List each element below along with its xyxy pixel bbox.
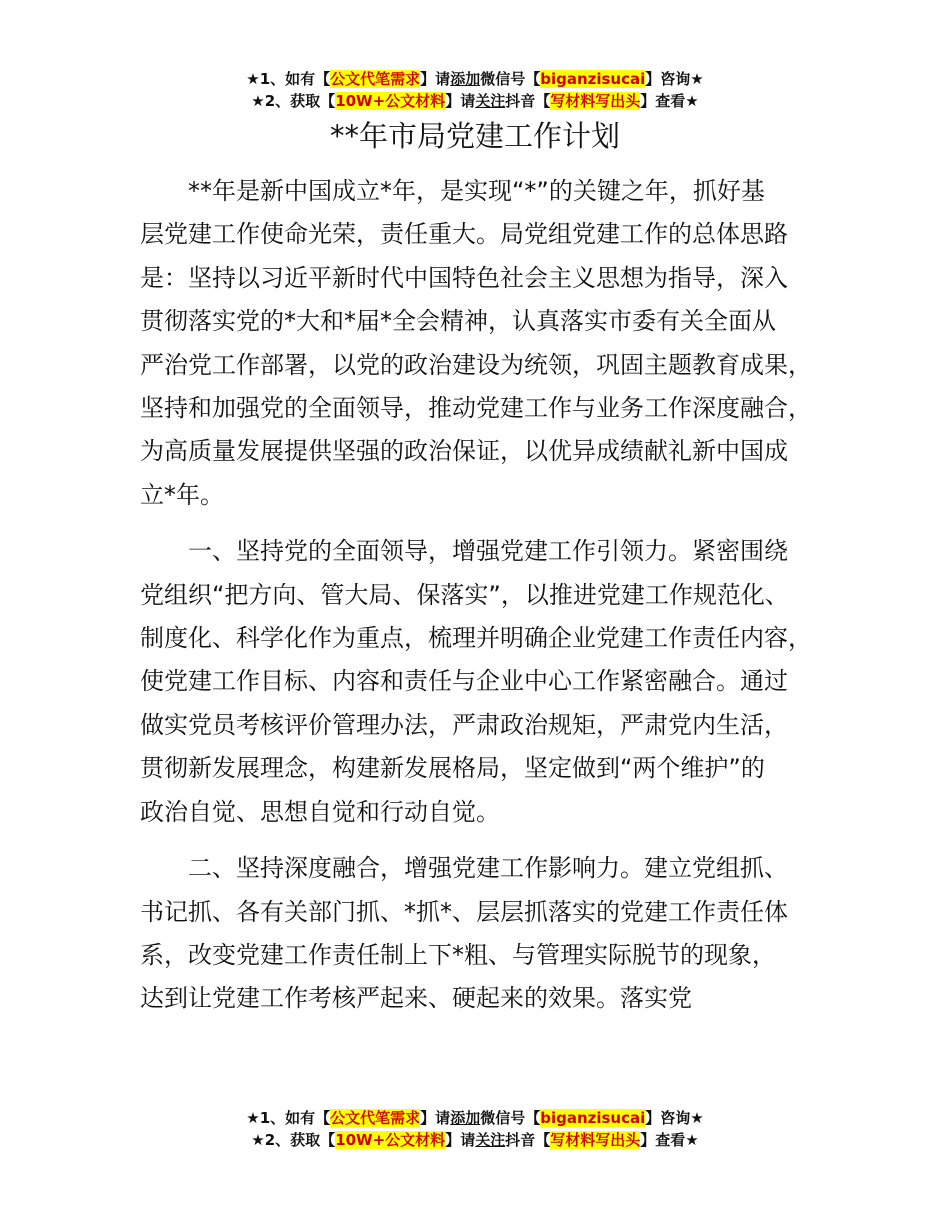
banner-line-1	[0, 68, 950, 90]
banner-text: ★1、如有【	[246, 70, 331, 88]
text-line: 系，改变党建工作责任制上下*粗、与管理实际脱节的现象，	[140, 940, 776, 969]
paragraph-1	[140, 170, 832, 517]
highlight-wechat-id: biganzisucai	[540, 1109, 646, 1127]
text-line: 立*年。	[140, 480, 224, 509]
header-banner	[0, 68, 950, 112]
footer-banner	[0, 1107, 950, 1151]
text-line: 层党建工作使命光荣，责任重大。局党组党建工作的总体思路	[140, 220, 788, 249]
highlight-ghostwriting: 公文代笔需求	[330, 1109, 421, 1127]
highlight-materials: 10W+公文材料	[335, 1131, 446, 1149]
banner-text: ★1、如有【	[246, 1109, 331, 1127]
highlight-materials: 10W+公文材料	[335, 92, 446, 110]
text-line: 制度化、科学化作为重点，梳理并明确企业党建工作责任内容，	[140, 624, 812, 653]
banner-text: 】查看★	[640, 1131, 699, 1149]
banner-text: 微信号【	[480, 1109, 541, 1127]
banner-text: ★2、获取【	[251, 92, 336, 110]
paragraph-3	[140, 847, 832, 1021]
banner-text: 】咨询★	[645, 1109, 704, 1127]
text-line: 党组织“把方向、管大局、保落实”，以推进党建工作规范化、	[140, 580, 789, 609]
highlight-ghostwriting: 公文代笔需求	[330, 70, 421, 88]
text-line: 是：坚持以习近平新时代中国特色社会主义思想为指导，深入	[140, 263, 788, 292]
text-line: 为高质量发展提供坚强的政治保证，以优异成绩献礼新中国成	[140, 437, 788, 466]
text-line: 一、坚持党的全面领导，增强党建工作引领力。紧密围绕	[188, 537, 788, 566]
text-line: **年是新中国成立*年，是实现“*”的关键之年，抓好基	[188, 177, 765, 205]
banner-text: 】请	[445, 92, 476, 110]
banner-text: 】咨询★	[645, 70, 704, 88]
text-line: 政治自觉、思想自觉和行动自觉。	[140, 797, 500, 826]
text-line: 二、坚持深度融合，增强党建工作影响力。建立党组抓、	[188, 854, 788, 883]
banner-line-2	[0, 90, 950, 112]
banner-underlined: 添加	[450, 1109, 481, 1127]
banner-underlined: 关注	[475, 92, 506, 110]
highlight-douyin: 写材料写出头	[550, 92, 641, 110]
banner-text: 微信号【	[480, 70, 541, 88]
banner-text: 】请	[420, 1109, 451, 1127]
text-line: 坚持和加强党的全面领导，推动党建工作与业务工作深度融合，	[140, 394, 812, 423]
paragraph-2	[140, 530, 832, 834]
text-line: 做实党员考核评价管理办法，严肃政治规矩，严肃党内生活，	[140, 710, 788, 739]
text-line: 严治党工作部署，以党的政治建设为统领，巩固主题教育成果，	[140, 350, 812, 379]
document-title: **年市局党建工作计划	[329, 119, 620, 153]
banner-text: 】请	[445, 1131, 476, 1149]
banner-text: 】查看★	[640, 92, 699, 110]
text-line: 贯彻落实党的*大和*届*全会精神，认真落实市委有关全面从	[140, 307, 776, 336]
banner-underlined: 关注	[475, 1131, 506, 1149]
highlight-douyin: 写材料写出头	[550, 1131, 641, 1149]
document-body	[140, 170, 832, 1034]
text-line: 贯彻新发展理念，构建新发展格局，坚定做到“两个维护”的	[140, 754, 765, 783]
banner-underlined: 添加	[450, 70, 481, 88]
banner-text: 抖音【	[505, 92, 551, 110]
banner-line-1	[0, 1107, 950, 1129]
text-line: 达到让党建工作考核严起来、硬起来的效果。落实党	[140, 984, 692, 1013]
text-line: 书记抓、各有关部门抓、*抓*、层层抓落实的党建工作责任体	[140, 897, 788, 926]
banner-text: ★2、获取【	[251, 1131, 336, 1149]
banner-text: 】请	[420, 70, 451, 88]
text-line: 使党建工作目标、内容和责任与企业中心工作紧密融合。通过	[140, 667, 788, 696]
banner-text: 抖音【	[505, 1131, 551, 1149]
banner-line-2	[0, 1129, 950, 1151]
highlight-wechat-id: biganzisucai	[540, 70, 646, 88]
